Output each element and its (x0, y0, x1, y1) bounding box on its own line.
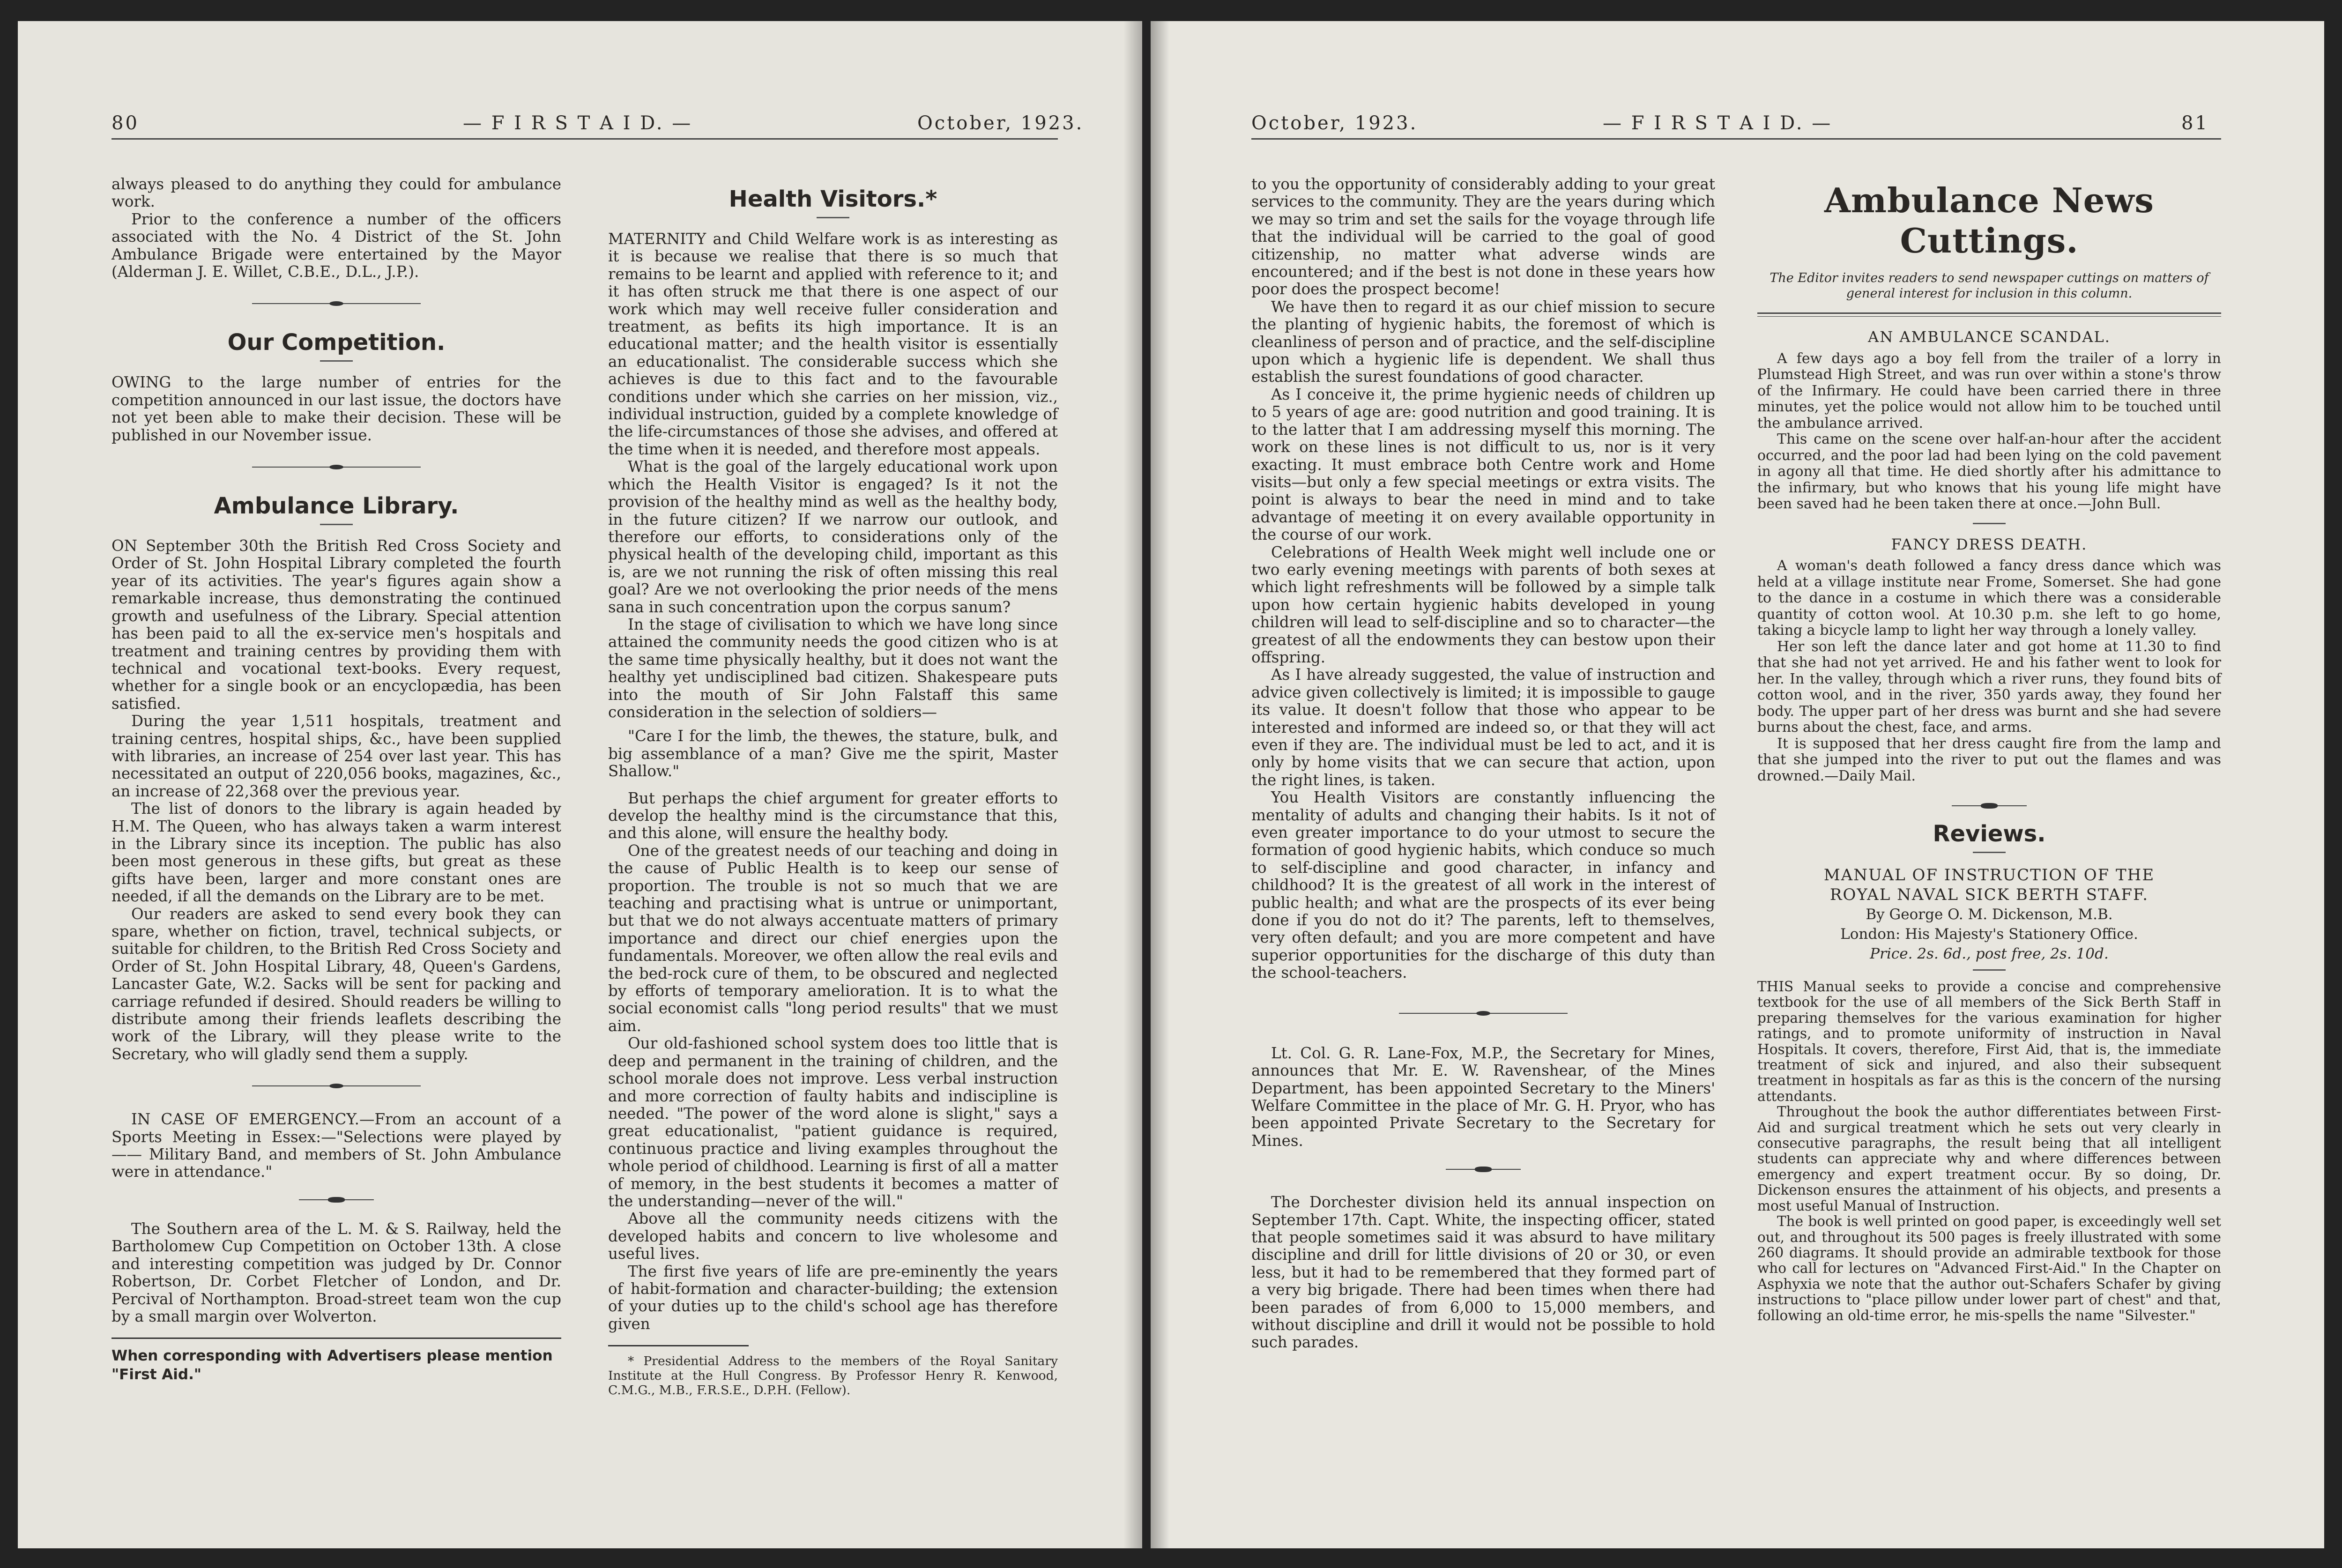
advertisers-notice: When corresponding with Advertisers please mention "First Aid." (112, 1347, 553, 1383)
review-paragraph: Throughout the book the author differentiates between First-Aid and surgical treatment which he sets out very clearly in consecutive paragraphs, the result being that all intelligent students can appreciate why and where differences between emergency and expert treatment occur. By so doing, Dr. Dickenson ensures the attainment of his objects, and presents a most useful Manual of Instruction. (1757, 1104, 2221, 1214)
health-visitors-heading: Health Visitors.* (729, 186, 937, 212)
health-paragraph: Our old-fashioned school system does too little that is deep and permanent in the training of children, and the school morale does not improve. Less verbal instruction and more correction of faulty habits and indiscipline is needed. "The power of the word alone is slight," says a great educationalist, "patient guidance is required, continuous practice and living examples throughout the whole period of childhood. Learning is first of all a matter of memory, in the best students it becomes a matter of the understanding—never of the will." (608, 1034, 1058, 1210)
left-gutter-shadow (1123, 21, 1142, 1548)
left-running-header (18, 112, 1142, 150)
fancy-dress-paragraph: It is supposed that her dress caught fire from the lamp and that she jumped into the river to put out the flames and was drowned.—Daily Mail. (1757, 735, 2221, 784)
lane-fox-paragraph: Lt. Col. G. R. Lane-Fox, M.P., the Secretary for Mines, announces that Mr. E. W. Ravenshear, of the Mines Department, has been appointed Secretary to the Miners' Welfare Committee in the place of Mr. G. H. Pryor, who has been appointed Private Secretary to the Secretary for Mines. (1251, 1044, 1715, 1150)
right-column-2 (1757, 176, 2221, 1323)
section-ornament (252, 300, 421, 307)
library-paragraph: The list of donors to the library is again headed by H.M. The Queen, who has always taken a warm interest in the Library since its inception. The public has also been most generous in these gifts, but great as these gifts have been, larger and more constant ones are needed, if all the demands on the Library are to be met. (112, 800, 561, 906)
scandal-heading: AN AMBULANCE SCANDAL. (1868, 328, 2111, 346)
competition-heading: Our Competition. (227, 329, 446, 356)
left-page-number: 80 (112, 112, 139, 134)
health-paragraph: You Health Visitors are constantly influencing the mentality of adults and changing their habits. Is it not of even greater importance to do your utmost to secure the formation of good hygienic habits, which conduce so much to self-discipline and good character, in infancy and childhood? It is the greatest of all work in the interest of public health; and what are the prospects of its ever being done if you do not do it? The parents, left to themselves, very often default; and you are more competent and have superior opportunities for the discharge of this duty than the school-teachers. (1251, 788, 1715, 982)
competition-text: OWING to the large number of entries for the competition announced in our last issue, the doctors have not yet been able to make their decision. These will be published in our November issue. (112, 373, 561, 444)
health-paragraph: to you the opportunity of considerably adding to your great services to the community. They are the years during which we may so trim and set the sails for the voyage through life that the individual will be carried to the goal of good citizenship, no matter what adverse winds are encountered; and if the best is not done in these years how poor does the prospect become! (1251, 175, 1715, 298)
right-gutter-shadow (1151, 21, 1169, 1548)
library-heading: Ambulance Library. (214, 493, 459, 520)
section-ornament (1446, 1167, 1521, 1172)
right-header-date: October, 1923. (1251, 112, 1418, 134)
cuttings-body (1757, 329, 2221, 784)
review-paragraph: The book is well printed on good paper, is exceedingly well set out, and throughout its 500 pages is freely illustrated with some 260 diagrams. It should provide an admirable textbook for those who call for lectures on "Advanced First-Aid." In the Chapter on Asphyxia we note that the author out-Schafers Schafer by giving instructions to "place pillow under lower part of chest" and that, following an old-time error, he mis-spells the name "Silvester." (1757, 1213, 2221, 1323)
health-paragraph: One of the greatest needs of our teaching and doing in the cause of Public Health is to keep our sense of proportion. The trouble is not so much that we are teaching and practising what is untrue or unimportant, but that we do not always accentuate matters of primary importance and direct our chief energies upon the fundamentals. Moreover, we often allow the real evils and the bed-rock cure of them, to be obscured and neglected by efforts of temporary amelioration. It is to what the social economist calls "long period results" that we must aim. (608, 841, 1058, 1035)
health-paragraph: The first five years of life are pre-eminently the years of habit-formation and character-building; the extension of your duties up to the child's school age has therefore given (608, 1262, 1058, 1333)
health-paragraph: Celebrations of Health Week might well include one or two early evening meetings with parents of both sexes at which light refreshments will be followed by a simple talk upon how certain hygienic habits developed in young children will lead to self-discipline and so to character—the greatest of all the endowments they can bestow upon their offspring. (1251, 543, 1715, 666)
footnote-text: * Presidential Address to the members of the Royal Sanitary Institute at the Hull Congress. By Professor Henry R. Kenwood, C.M.G., M.B., F.R.S.E., D.P.H. (Fellow). (608, 1354, 1058, 1398)
right-page (1151, 21, 2324, 1548)
section-rule (1973, 523, 2006, 524)
left-column-1 (112, 176, 561, 1384)
book-author: By George O. M. Dickenson, M.B. (1866, 906, 2113, 923)
news-cuttings-heading: Ambulance News Cuttings. (1824, 180, 2154, 260)
section-ornament (252, 1083, 421, 1089)
library-paragraph: During the year 1,511 hospitals, treatment and training centres, hospital ships, &c., have been supplied with libraries, an increase of 254 over last year. This has necessitated an output of 220,056 books, magazines, &c., an increase of 22,368 over the previous year. (112, 712, 561, 800)
health-paragraph: What is the goal of the largely educational work upon which the Health Visitor is engaged? Is it not the provision of the healthy mind as well as the healthy body, in the future citizen? If we narrow our outlook, and therefore our efforts, to considerations only of the physical health of the developing child, important as this is, are we not running the risk of often missing this real goal? Are we not overlooking the prior needs of the mens sana in such concentration upon the corpus sanum? (608, 458, 1058, 616)
right-running-header (1151, 112, 2324, 150)
right-column-1 (1251, 176, 1715, 1352)
railway-paragraph: The Southern area of the L. M. & S. Railway, held the Bartholomew Cup Competition on October 13th. A close and interesting competition was judged by Dr. Connor Robertson, Dr. Corbet Fletcher of London, and Dr. Percival of Northampton. Broad-street team won the cup by a small margin over Wolverton. (112, 1219, 561, 1325)
footnote-rule (608, 1345, 749, 1346)
section-rule (1973, 969, 2006, 971)
heading-rule (817, 217, 849, 218)
intro-paragraph: always pleased to do anything they could for ambulance work. (112, 175, 561, 211)
left-header-title: — F I R S T A I D. — (463, 112, 693, 134)
notice-rule (112, 1338, 561, 1339)
right-page-number: 81 (2181, 112, 2209, 134)
review-body (1757, 979, 2221, 1323)
left-header-date: October, 1923. (917, 112, 1084, 134)
heading-rule (1973, 852, 2006, 853)
section-ornament (252, 464, 421, 470)
health-paragraph: Above all the community needs citizens with the developed habits and concern to live wholesome and useful lives. (608, 1210, 1058, 1263)
scandal-paragraph: A few days ago a boy fell from the trailer of a lorry in Plumstead High Street, and was run over within a stone's throw of the Infirmary. He could have been carried there in three minutes, yet the police would not allow him to be touched until the ambulance arrived. (1757, 350, 2221, 431)
health-paragraph: But perhaps the chief argument for greater efforts to develop the healthy mind is the circumstance that this, and this alone, will ensure the healthy body. (608, 789, 1058, 842)
shakespeare-quote (608, 728, 1058, 780)
right-header-rule (1251, 138, 2221, 140)
intro-paragraph: Prior to the conference a number of the officers associated with the No. 4 District of the St. John Ambulance Brigade were entertained by the Mayor (Alderman J. E. Willet, C.B.E., D.L., J.P.). (112, 210, 561, 281)
dorchester-paragraph: The Dorchester division held its annual inspection on September 17th. Capt. White, the inspecting officer, stated that people sometimes said it was absurd to have military discipline and drill for little divisions of 20 or 30, or even less, but it had to be remembered that they formed part of a very big brigade. There had been times when there had been parades of from 6,000 to 15,000 members, and without discipline and drill it would not be possible to hold such parades. (1251, 1193, 1715, 1352)
quote-text: "Care I for the limb, the thewes, the stature, bulk, and big assemblance of a man? Give me the spirit, Master Shallow." (608, 727, 1058, 780)
scandal-paragraph: This came on the scene over half-an-hour after the accident occurred, and the poor lad had been lying on the cold pavement in agony all that time. He died shortly after his admittance to the infirmary, but who knows that his young life might have been saved had he been taken there at once.—John Bull. (1757, 431, 2221, 512)
health-paragraph: We have then to regard it as our chief mission to secure the planting of hygienic habits, the foremost of which is cleanliness of person and of practice, and the self-discipline upon which a hygienic life is dependent. We shall thus establish the surest foundations of good character. (1251, 297, 1715, 386)
book-title: MANUAL OF INSTRUCTION OF THE (1823, 866, 2155, 884)
health-paragraph: As I conceive it, the prime hygienic needs of children up to 5 years of age are: good nutrition and good training. It is to the latter that I am addressing myself this morning. The work on these lines is not difficult to us, nor is it very exacting. It must embrace both Centre work and Home visits—but only a few special meetings or extra visits. The point is always to bear the need in mind and to take advantage of meeting it on every available opportunity in the course of our work. (1251, 385, 1715, 544)
heading-rule (320, 360, 353, 362)
left-page (18, 21, 1142, 1548)
library-paragraph: ON September 30th the British Red Cross Society and Order of St. John Hospital Library completed the fourth year of its activities. The year's figures again show a remarkable increase, thus demonstrating the continued growth and usefulness of the Library. Special attention has been paid to all the ex-service men's hospitals and treatment and training centres by providing them with technical and vocational text-books. Every request, whether for a single book or an encyclopædia, has been satisfied. (112, 537, 561, 713)
book-price: Price. 2s. 6d., post free, 2s. 10d. (1870, 945, 2109, 962)
heading-rule (320, 524, 353, 525)
left-header-rule (112, 138, 1058, 140)
right-header-title: — F I R S T A I D. — (1603, 112, 1833, 134)
double-rule (1757, 312, 2221, 317)
fancy-dress-paragraph: Her son left the dance later and got home at 11.30 to find that she had not yet arrived. He and his father went to look for her. In the valley, through which a river runs, they found bits of cotton wool, and in the river, 350 yards away, they found her body. The upper part of her dress was burnt and she had severe burns about the chest, face, and arms. (1757, 638, 2221, 736)
book-title: ROYAL NAVAL SICK BERTH STAFF. (1829, 885, 2149, 904)
library-paragraph: Our readers are asked to send every book they can spare, whether on fiction, travel, technical subjects, or suitable for children, to the British Red Cross Society and Order of St. John Hospital Library, 48, Queen's Gardens, Lancaster Gate, W.2. Sacks will be sent for packing and carriage refunded if desired. Should readers be willing to distribute among their friends leaflets describing the work of the Library, will they please write to the Secretary, who will gladly send them a supply. (112, 905, 561, 1063)
section-ornament (1399, 1010, 1568, 1017)
health-paragraph: In the stage of civilisation to which we have long since attained the community needs the good citizen who is at the same time physically healthy, but it does not want the healthy yet undisciplined bad citizen. Shakespeare puts into the mouth of Sir John Falstaff this same consideration in the selection of soldiers— (608, 615, 1058, 721)
left-column-2 (608, 176, 1058, 1397)
review-paragraph: THIS Manual seeks to provide a concise and comprehensive textbook for the use of all members of the Sick Berth Staff in preparing themselves for the various examination for higher ratings, and to promote uniformity of instruction in Naval Hospitals. It covers, therefore, First Aid, that is, the immediate treatment of sick and injured, and also their subsequent treatment in hospitals as far as this is the concern of the nursing attendants. (1757, 979, 2221, 1104)
fancy-dress-paragraph: A woman's death followed a fancy dress dance which was held at a village institute near Frome, Somerset. She had gone to the dance in a costume in which there was a considerable quantity of cotton wool. At 10.30 p.m. she left to go home, taking a bicycle lamp to light her way through a lonely valley. (1757, 557, 2221, 639)
editor-invite: The Editor invites readers to send newspaper cuttings on matters of general interest for inclusion in this column. (1770, 271, 2209, 301)
section-ornament (299, 1197, 374, 1203)
health-paragraph: As I have already suggested, the value of instruction and advice given collectively is limited; it is impossible to gauge its value. It doesn't follow that those who appear to be interested and informed are indeed so, or that they will act even if they are. The individual must be led to act, and it is only by home visits that we can secure that action, upon the right lines, is taken. (1251, 666, 1715, 789)
reviews-heading: Reviews. (1933, 821, 2046, 847)
footnote (608, 1354, 1058, 1397)
emergency-paragraph: IN CASE OF EMERGENCY.—From an account of a Sports Meeting in Essex:—"Selections were played by —— Military Band, and members of St. John Ambulance were in attendance." (112, 1110, 561, 1181)
section-ornament (1952, 803, 2027, 809)
fancy-dress-heading: FANCY DRESS DEATH. (1891, 535, 2088, 553)
health-paragraph: MATERNITY and Child Welfare work is as interesting as it is because we realise that there is so much that remains to be learnt and applied with reference to it; and it has often struck me that there is one aspect of our work which may well receive fuller consideration and treatment, as befits its high importance. It is an educational matter; and the health visitor is essentially an educationalist. The considerable success which she achieves is due to this fact and to the favourable conditions under which she carries on her mission, viz., individual instruction, guided by a complete knowledge of the life-circumstances of those she advises, and offered at the time when it is needed, and therefore most appeals. (608, 230, 1058, 458)
book-publisher: London: His Majesty's Stationery Office. (1840, 926, 2138, 943)
